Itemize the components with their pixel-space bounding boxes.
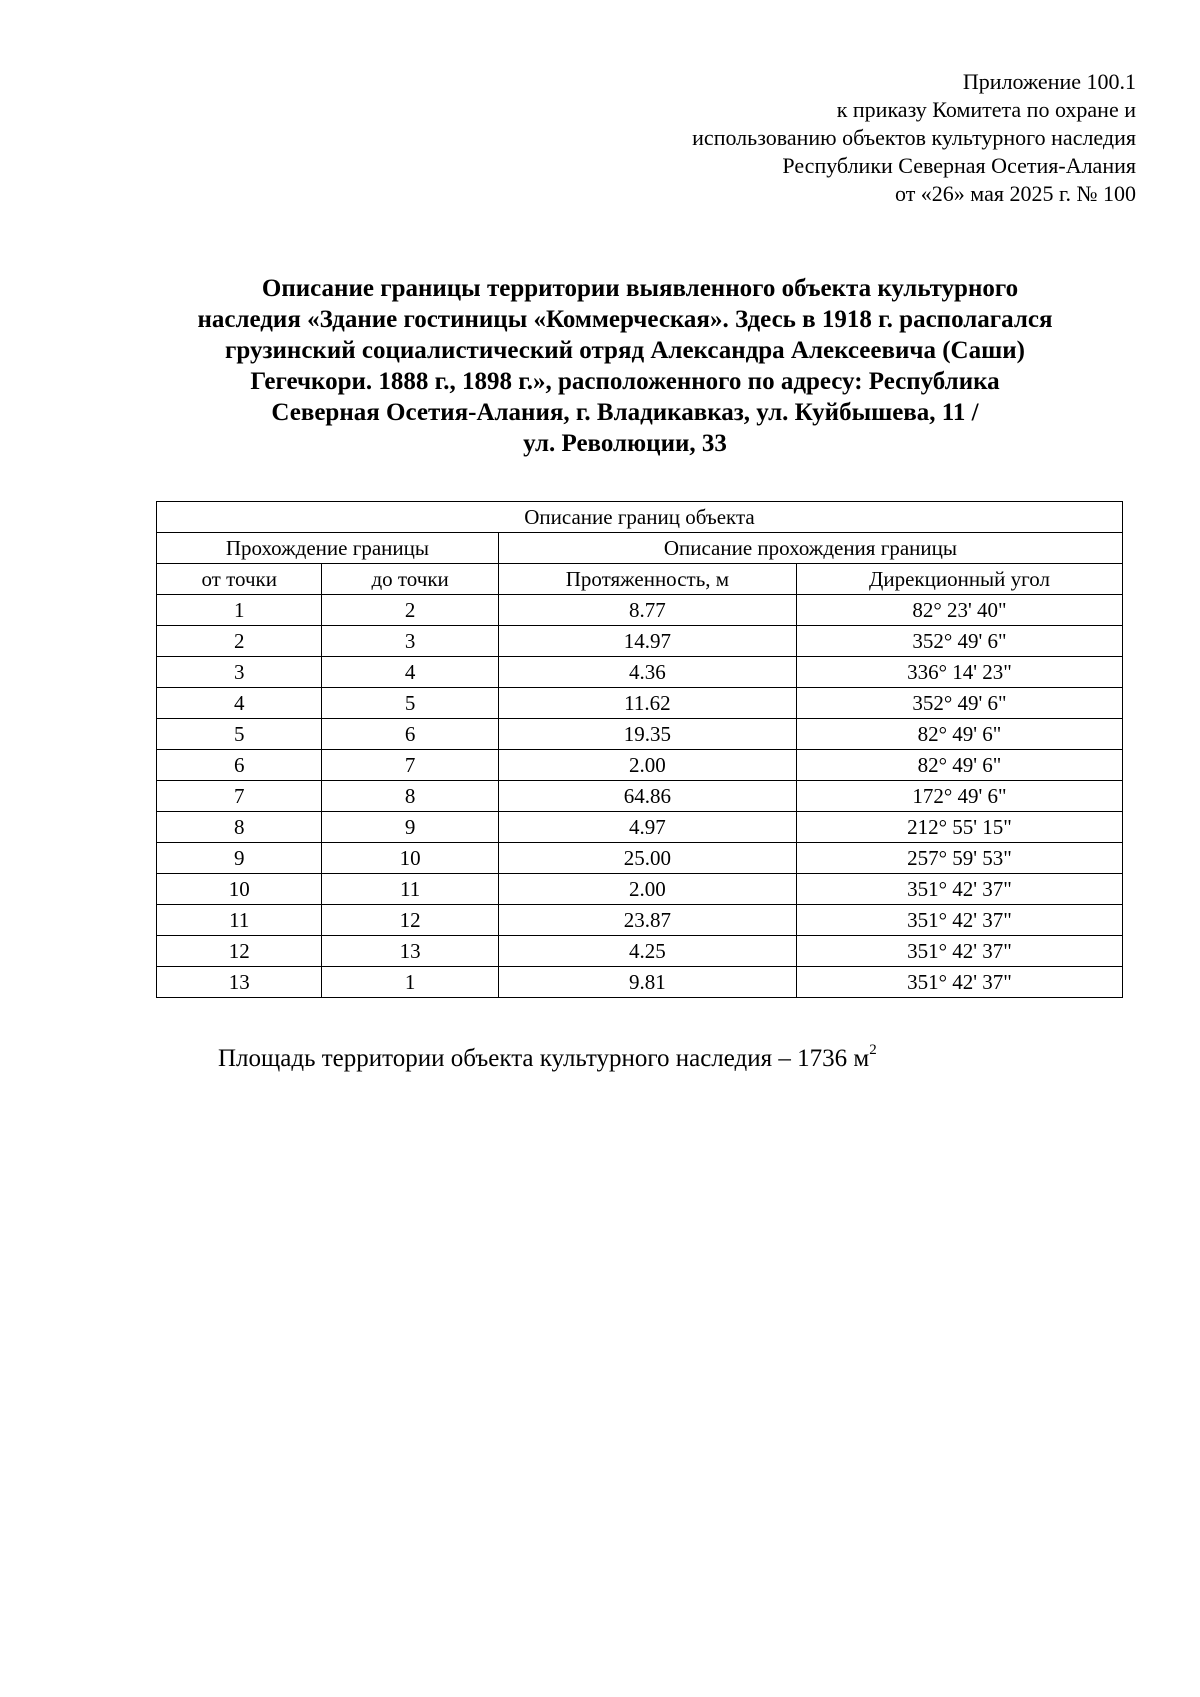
title-line: Северная Осетия-Алания, г. Владикавказ, ул. Куйбышева, 11 / [271,399,979,426]
appendix-line: Республики Северная Осетия-Алания [782,153,1136,178]
appendix-line: к приказу Комитета по охране и [836,97,1136,122]
cell-from: 4 [157,688,322,719]
cell-from: 7 [157,781,322,812]
boundary-table [156,501,1123,998]
table-row [157,657,1123,688]
cell-from: 13 [157,967,322,998]
cell-length: 2.00 [498,750,796,781]
cell-from: 8 [157,812,322,843]
appendix-header [692,68,1136,208]
cell-angle: 82° 23' 40" [796,595,1122,626]
title-line: Описание границы территории выявленного объекта культурного [261,275,1019,302]
cell-to: 1 [322,967,498,998]
table-row [157,967,1123,998]
cell-length: 4.25 [498,936,796,967]
document-title [130,273,1120,459]
cell-angle: 172° 49' 6" [796,781,1122,812]
table-row [157,626,1123,657]
cell-length: 9.81 [498,967,796,998]
table-row [157,936,1123,967]
cell-from: 5 [157,719,322,750]
cell-length: 11.62 [498,688,796,719]
cell-length: 2.00 [498,874,796,905]
cell-from: 2 [157,626,322,657]
cell-to: 3 [322,626,498,657]
cell-angle: 352° 49' 6" [796,626,1122,657]
appendix-line: от «26» мая 2025 г. № 100 [894,181,1136,206]
title-line: Гегечкори. 1888 г., 1898 г.», расположенного по адресу: Республика [250,368,1000,395]
table-row [157,595,1123,626]
cell-angle: 82° 49' 6" [796,750,1122,781]
column-header-to: до точки [322,564,498,595]
cell-to: 9 [322,812,498,843]
area-text: Площадь территории объекта культурного наследия – 1736 м [218,1045,870,1072]
cell-to: 7 [322,750,498,781]
cell-length: 23.87 [498,905,796,936]
table-row [157,781,1123,812]
group-header-passage: Прохождение границы [157,533,499,564]
cell-to: 12 [322,905,498,936]
cell-length: 14.97 [498,626,796,657]
cell-angle: 352° 49' 6" [796,688,1122,719]
cell-length: 8.77 [498,595,796,626]
column-header-from: от точки [157,564,322,595]
table-body [157,595,1123,998]
table-row [157,843,1123,874]
title-line: грузинский социалистический отряд Александра Алексеевича (Саши) [225,337,1025,364]
cell-to: 5 [322,688,498,719]
cell-from: 6 [157,750,322,781]
appendix-line: Приложение 100.1 [962,69,1136,94]
table-row [157,812,1123,843]
title-line: ул. Революции, 33 [523,430,727,457]
appendix-line: использованию объектов культурного наследия [692,125,1136,150]
column-header-angle: Дирекционный угол [796,564,1122,595]
cell-from: 1 [157,595,322,626]
cell-angle: 257° 59' 53" [796,843,1122,874]
cell-to: 6 [322,719,498,750]
area-statement [218,1043,877,1075]
cell-angle: 351° 42' 37" [796,905,1122,936]
cell-length: 4.36 [498,657,796,688]
column-header-length: Протяженность, м [498,564,796,595]
cell-from: 3 [157,657,322,688]
cell-from: 9 [157,843,322,874]
table-caption: Описание границ объекта [157,502,1123,533]
cell-length: 19.35 [498,719,796,750]
table-row [157,905,1123,936]
cell-angle: 351° 42' 37" [796,936,1122,967]
cell-to: 4 [322,657,498,688]
cell-from: 11 [157,905,322,936]
cell-angle: 336° 14' 23" [796,657,1122,688]
cell-length: 25.00 [498,843,796,874]
cell-to: 13 [322,936,498,967]
group-header-description: Описание прохождения границы [498,533,1122,564]
cell-angle: 351° 42' 37" [796,874,1122,905]
table-row [157,719,1123,750]
cell-length: 64.86 [498,781,796,812]
cell-to: 8 [322,781,498,812]
table-row [157,750,1123,781]
table-row [157,688,1123,719]
table-row [157,874,1123,905]
area-unit-superscript: 2 [869,1042,877,1058]
cell-angle: 351° 42' 37" [796,967,1122,998]
title-line: наследия «Здание гостиницы «Коммерческая». Здесь в 1918 г. располагался [197,306,1053,333]
cell-to: 11 [322,874,498,905]
cell-to: 2 [322,595,498,626]
cell-angle: 212° 55' 15" [796,812,1122,843]
cell-length: 4.97 [498,812,796,843]
cell-from: 12 [157,936,322,967]
cell-from: 10 [157,874,322,905]
cell-angle: 82° 49' 6" [796,719,1122,750]
cell-to: 10 [322,843,498,874]
